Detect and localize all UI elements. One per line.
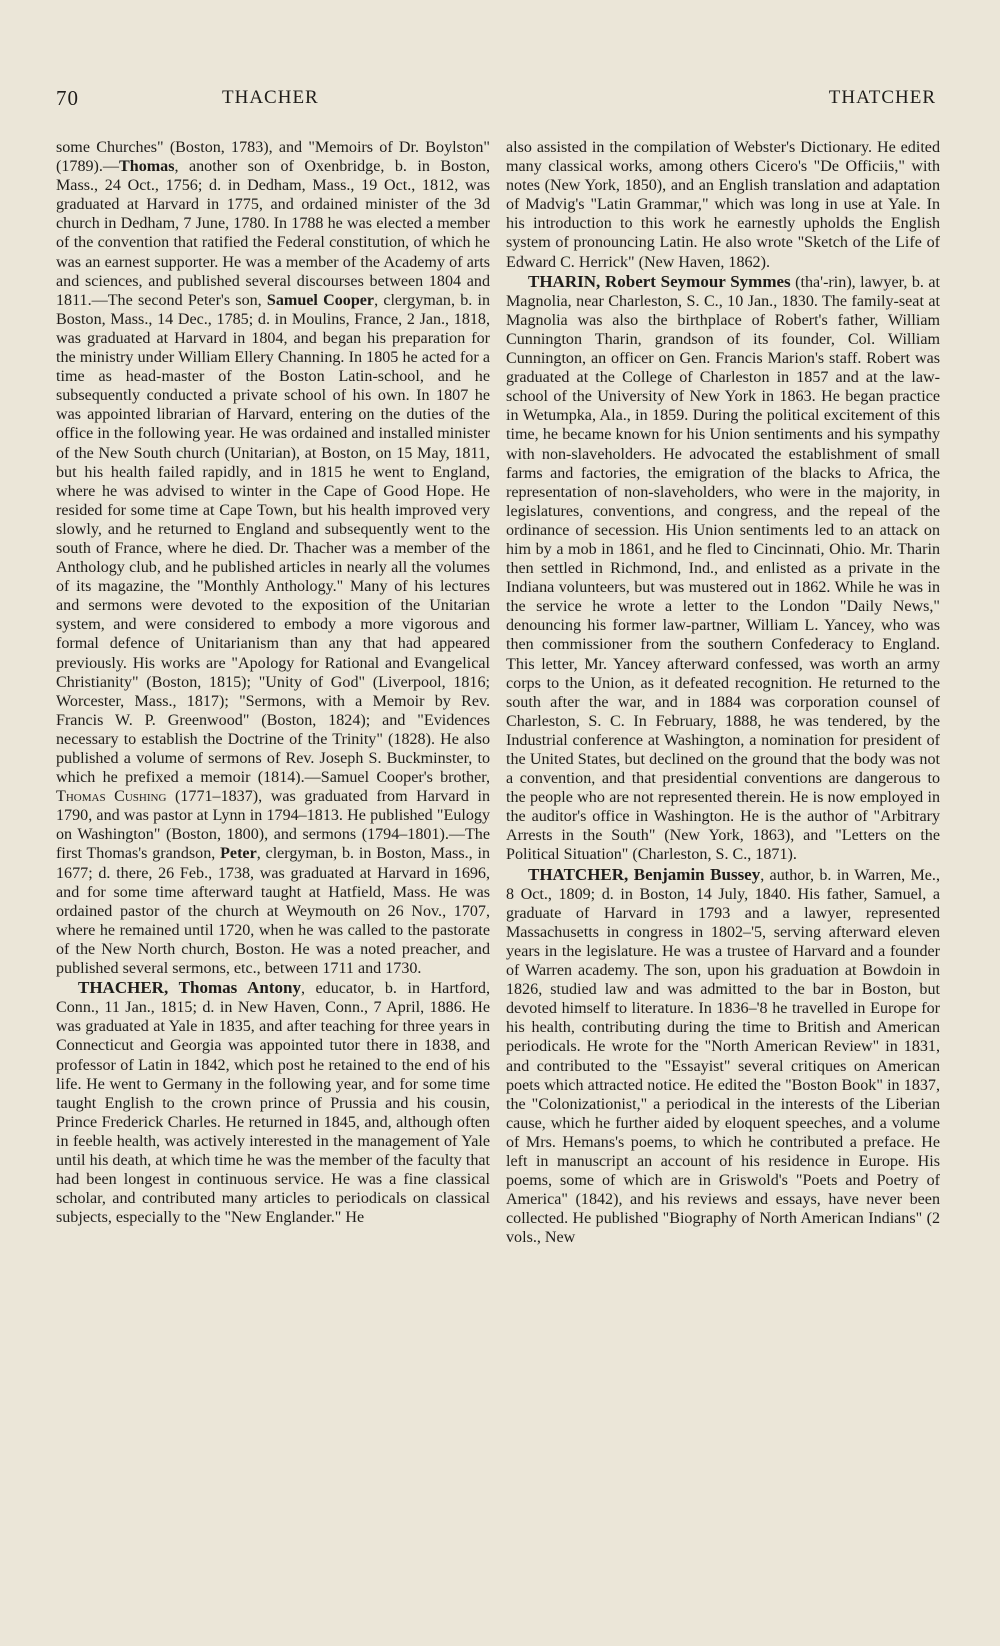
entry-thatcher-benjamin xyxy=(506,865,940,1248)
entry-text: , educator, b. in Hartford, Conn., 11 Jan., 1815; d. in New Haven, Conn., 7 April, 1886. He was graduated at Yale in 1835, and after teaching for three years in Connecticut and Georgia was appointed tutor there in 1838, and professor of Latin in 1842, which post he retained to the end of his life. He went to Germany in the following year, and for some time taught English to the crown prince of Prussia and his cousin, Prince Frederick Charles. He returned in 1845, and, although often in feeble health, was actively interested in the management of Yale until his death, at which time he was the member of the faculty that had been longest in continuous service. He was a fine classical scholar, and contributed many articles to periodicals on classical subjects, especially to the "New Englander." He xyxy=(56,980,490,1227)
entry-text: (1771–1837), was graduated from Harvard in 1790, and was pastor at Lynn in 1794–1813. He published "Eulogy on Washington" (Boston, 1800), and sermons (1794–1801).—The first Thomas's grandson, xyxy=(56,788,490,863)
left-column xyxy=(56,138,490,1558)
right-running-head: THATCHER xyxy=(828,87,936,108)
entry-thacher-thomas-antony xyxy=(56,978,490,1227)
entry-headword: THARIN, Robert Seymour Symmes xyxy=(528,271,791,291)
entry-text: some Churches" (Boston, 1783), and "Memoirs of Dr. Boylston" (1789).— xyxy=(56,139,490,176)
entry-headword: THACHER, Thomas Antony xyxy=(78,978,301,998)
entry-text: (tha'-rin), lawyer, b. at Magnolia, near Charleston, S. C., 10 Jan., 1830. The family-seat at Magnolia was also the birthplace of Robert's father, William Cunnington Tharin, grandson of its founder, Col. William Cunnington, an officer on Gen. Francis Marion's staff. Robert was graduated at the College of Charleston in 1857 and at the law-school of the University of New York in 1863. He began practice in Wetumpka, Ala., in 1859. During the political excitement of this time, he became known for his Union sentiments and his sympathy with non-slaveholders. He advocated the establishment of small farms and factories, the emigration of the blacks to Africa, the representation of non-slaveholders, who were in the majority, in legislatures, conventions, and congress, and the repeal of the ordinance of secession. His Union sentiments led to an attack on him by a mob in 1861, and he fled to Cincinnati, Ohio. Mr. Tharin then settled in Richmond, Ind., and enlisted as a private in the Indiana volunteers, but was mustered out in 1862. While he was in the service he wrote a letter to the London "Daily News," denouncing his former law-partner, William L. Yancey, who was then commissioner from the southern Confederacy to England. This letter, Mr. Yancey afterward confessed, was worth an army corps to the Union, as it defeated recognition. He returned to the south after the war, and in 1884 was corporation counsel of Charleston, S. C. In February, 1888, he was tendered, by the Industrial conference at Washington, a nomination for president of the United States, but declined on the ground that the body was not a convention, and that presidential conventions are dangerous to the people who are not represented therein. He is now employed in the auditor's office in Washington. He is the author of "Arbitrary Arrests in the South" (New York, 1863), and "Letters on the Political Situation" (Charleston, S. C., 1871). xyxy=(506,273,940,864)
entry-headword: THATCHER, Benjamin Bussey xyxy=(528,864,761,884)
entry-thacher-family-continued xyxy=(56,138,490,978)
entry-text: , clergyman, b. in Boston, Mass., 14 Dec., 1785; d. in Moulins, France, 2 Jan., 1818, was graduated at Harvard in 1804, and began his preparation for the ministry under William Ellery Channing. In 1805 he acted for a time as head-master of the Boston Latin-school, and he subsequently conducted a private school of his own. In 1807 he was appointed librarian of Harvard, entering on the duties of the office in the following year. He was ordained and installed minister of the New South church (Unitarian), at Boston, on 15 May, 1811, but his health failed rapidly, and in 1815 he went to England, where he was advised to winter in the Cape of Good Hope. He resided for some time at Cape Town, but his health improved very slowly, and he returned to England and subsequently went to the south of France, where he died. Dr. Thacher was a member of the Anthology club, and he published articles in nearly all the volumes of its magazine, the "Monthly Anthology." Many of his lectures and sermons were devoted to the exposition of the Unitarian system, and were considered to embody a more vigorous and formal defence of Unitarianism than any that had appeared previously. His works are "Apology for Rational and Evangelical Christianity" (Boston, 1815); "Unity of God" (Liverpool, 1816; Worcester, Mass., 1817); "Sermons, with a Memoir by Rev. Francis W. P. Greenwood" (Boston, 1824); and "Evidences necessary to establish the Doctrine of the Trinity" (1828). He also published a volume of sermons of Rev. Joseph S. Buckminster, to which he prefixed a memoir (1814).—Samuel Cooper's brother, xyxy=(56,291,490,787)
subject-name: Thomas xyxy=(119,158,175,176)
subject-name: Samuel Cooper xyxy=(266,291,375,309)
subject-name: Peter xyxy=(220,845,257,863)
entry-text: also assisted in the compilation of Webster's Dictionary. He edited many classical works, among others Cicero's "De Officiis," with notes (New York, 1850), and an English translation and adaptation of Madvig's "Latin Grammar," which was long in use at Yale. In his introduction to this work he earnestly upholds the English system of pronouncing Latin. He also wrote "Sketch of the Life of Edward C. Herrick" (New Haven, 1862). xyxy=(506,139,940,271)
left-running-head: THACHER xyxy=(222,87,319,108)
running-header xyxy=(56,86,936,116)
entry-text: , clergyman, b. in Boston, Mass., in 1677; d. there, 26 Feb., 1738, was graduated at Harvard in 1696, and for some time afterward taught at Hatfield, Mass. He was ordained pastor of the church at Weymouth on 26 Nov., 1707, where he remained until 1720, when he was called to the pastorate of the New North church, Boston. He was a noted preacher, and published several sermons, etc., between 1711 and 1730. xyxy=(56,845,490,978)
entry-thacher-thomas-antony-continued xyxy=(506,138,940,272)
subject-name: Thomas Cushing xyxy=(56,788,167,806)
right-column xyxy=(506,138,940,1558)
page-number: 70 xyxy=(56,86,79,110)
entry-tharin-robert xyxy=(506,272,940,865)
entry-text: , another son of Oxenbridge, b. in Boston, Mass., 24 Oct., 1756; d. in Dedham, Mass., 19 Oct., 1812, was graduated at Harvard in 1775, and ordained minister of the 3d church in Dedham, 7 June, 1780. In 1788 he was elected a member of the convention that ratified the Federal constitution, of which he was an earnest supporter. He was a member of the Academy of arts and sciences, and published several discourses between 1804 and 1811.—The second Peter's son, xyxy=(56,158,490,309)
entry-text: , author, b. in Warren, Me., 8 Oct., 1809; d. in Boston, 14 July, 1840. His father, Samuel, a graduate of Harvard in 1793 and a lawyer, represented Massachusetts in congress in 1802–'5, serving afterward eleven years in the legislature. He was a trustee of Harvard and a founder of Warren academy. The son, upon his graduation at Bowdoin in 1826, studied law and was admitted to the bar in Boston, but devoted himself to literature. In 1836–'8 he travelled in Europe for his health, contributing during the time to British and American periodicals. He wrote for the "North American Review" in 1831, and contributed to the "Essayist" several critiques on American poets which attracted notice. He edited the "Boston Book" in 1837, the "Colonizationist," a periodical in the interests of the Liberian cause, which he further aided by eloquent speeches, and a volume of Mrs. Hemans's poems, to which he contributed a preface. He left in manuscript an account of his residence in Europe. His poems, some of which are in Griswold's "Poets and Poetry of America" (1842), and his reviews and essays, have never been collected. He published "Biography of North American Indians" (2 vols., New xyxy=(506,866,940,1247)
